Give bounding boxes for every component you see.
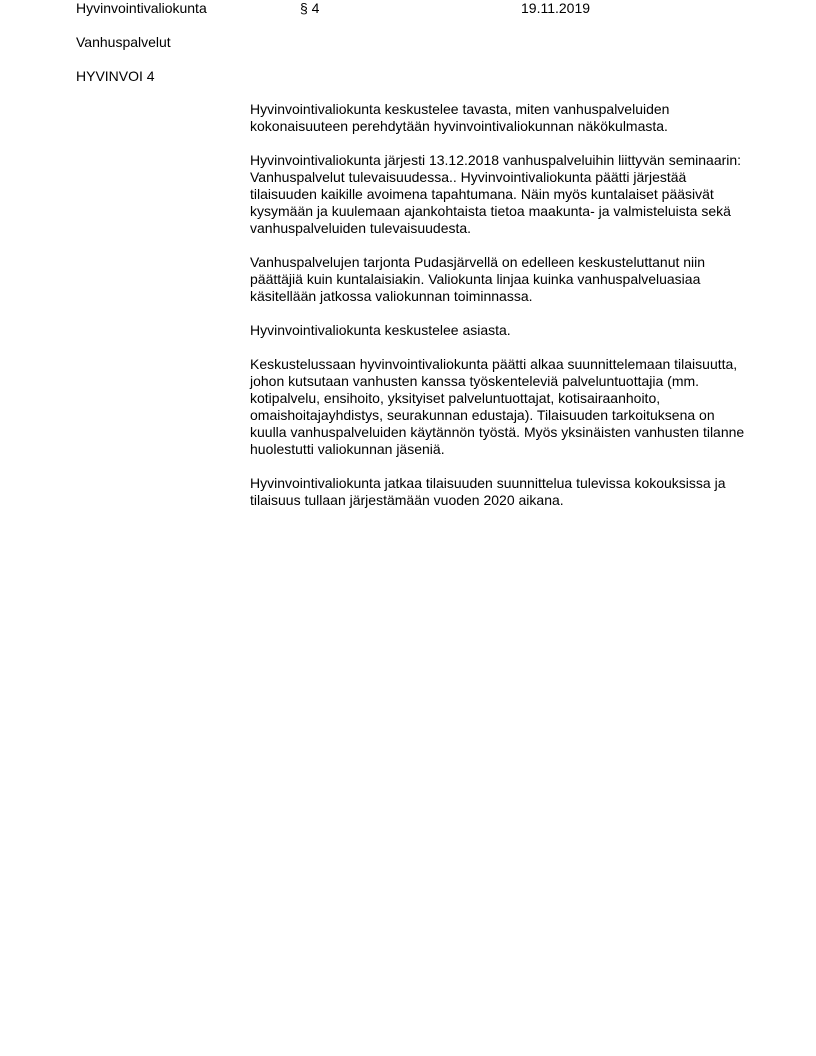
paragraph: Hyvinvointivaliokunta järjesti 13.12.2018 vanhuspalveluihin liittyvän seminaarin: Vanhuspalvelut tulevaisuudessa.. Hyvinvointivaliokunta päätti järjestää tilaisuuden kaikille avoimena tapahtumana. Näin myös kuntalaiset pääsivät kysymään ja kuulemaan ajankohtaista tietoa maakunta- ja valmisteluista sekä vanhuspalveluiden tulevaisuudesta.: [250, 152, 742, 236]
agenda-topic: Vanhuspalvelut: [76, 34, 171, 50]
section-number: § 4: [300, 0, 320, 16]
meeting-date: 19.11.2019: [521, 0, 591, 16]
paragraph: Keskustelussaan hyvinvointivaliokunta päätti alkaa suunnittelemaan tilaisuutta, johon kutsutaan vanhusten kanssa työskenteleviä palveluntuottajia (mm. kotipalvelu, ensihoito, yksityiset palveluntuottajat, kotisairaanhoito, omaishoitajayhdistys, seurakunnan edustaja). Tilaisuuden tarkoituksena on kuulla vanhuspalveluiden käytännön työstä. Myös yksinäisten vanhusten tilanne huolestutti valiokunnan jäseniä.: [250, 356, 745, 457]
paragraph: Hyvinvointivaliokunta keskustelee asiasta.: [250, 322, 511, 338]
paragraph: Vanhuspalvelujen tarjonta Pudasjärvellä on edelleen keskusteluttanut niin päättäjiä kuin kuntalaisiakin. Valiokunta linjaa kuinka vanhuspalveluasiaa käsitellään jatkossa valiokunnan toiminnassa.: [250, 254, 706, 304]
paragraph: Hyvinvointivaliokunta keskustelee tavasta, miten vanhuspalveluiden kokonaisuuteen perehdytään hyvinvointivaliokunnan näkökulmasta.: [250, 101, 670, 134]
committee-name: Hyvinvointivaliokunta: [76, 0, 207, 16]
document-code: HYVINVOI 4: [76, 68, 155, 84]
paragraph: Hyvinvointivaliokunta jatkaa tilaisuuden suunnittelua tulevissa kokouksissa ja tilaisuus tullaan järjestämään vuoden 2020 aikana.: [250, 475, 726, 508]
minutes-body: [250, 101, 745, 526]
